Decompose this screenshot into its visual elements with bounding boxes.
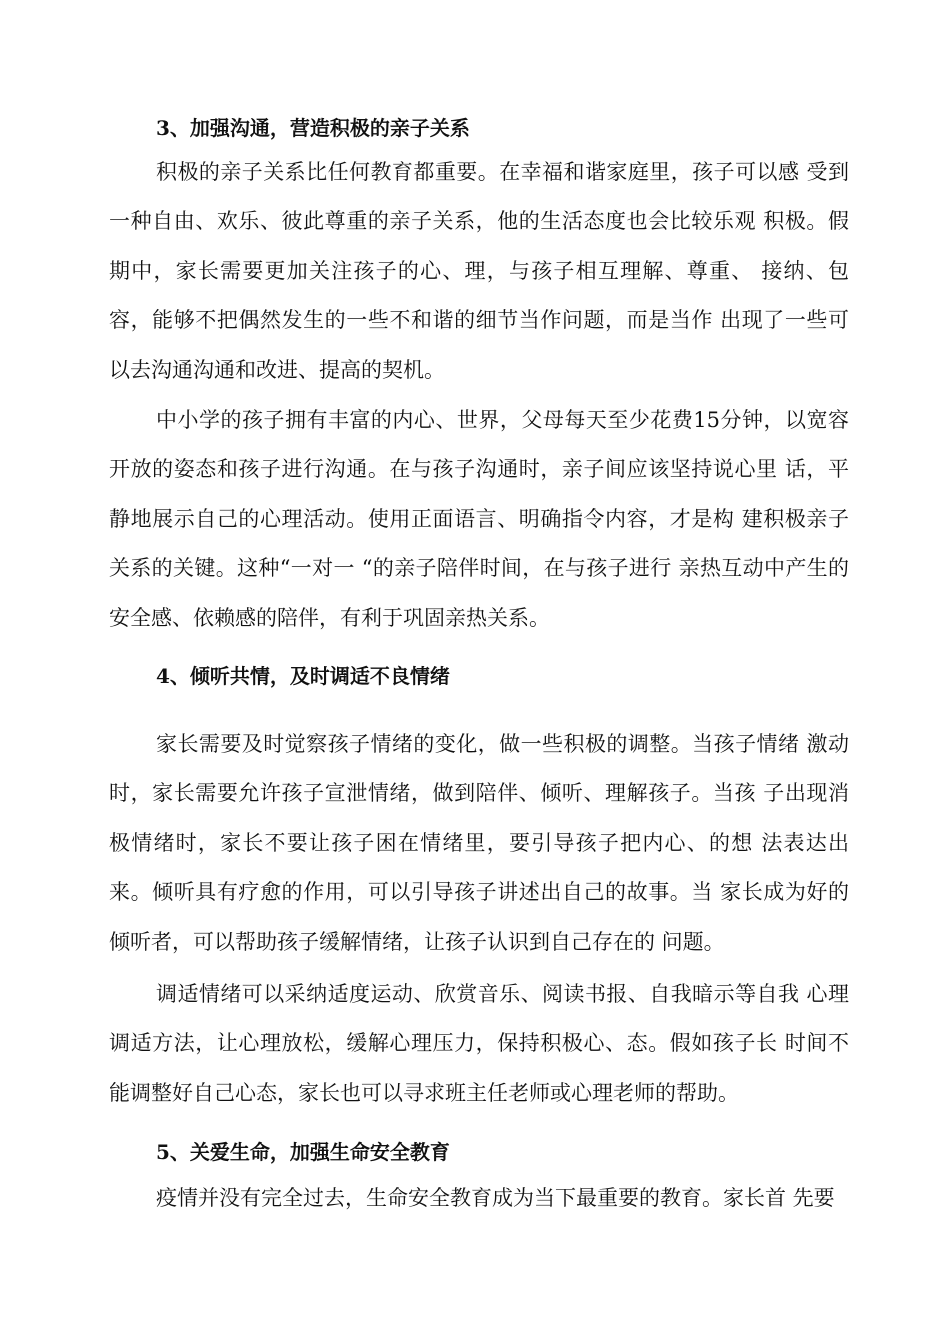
section-heading: 4、倾听共情，及时调适不良情绪 — [156, 664, 450, 688]
paragraph: 家长需要及时觉察孩子情绪的变化，做一些积极的调整。当孩子情绪 激动时，家长需要允许孩子宣泄情绪，做到陪伴、倾听、理解孩子。当孩 子出现消极情绪时，家长不要让孩子困在情绪里，要引导孩子把内心、的想 法表达出来。倾听具有疗愈的作用，可以引导孩子讲述出自己的故事。当 家长成为好的倾听者，可以帮助孩子缓解情绪，让孩子认识到自己存在的 问题。 — [109, 732, 849, 954]
paragraph: 疫情并没有完全过去，生命安全教育成为当下最重要的教育。家长首 先要 — [156, 1186, 835, 1210]
paragraph: 中小学的孩子拥有丰富的内心、世界，父母每天至少花费15分钟，以宽容开放的姿态和孩子进行沟通。在与孩子沟通时，亲子间应该坚持说心里 话，平静地展示自己的心理活动。使用正面语言、明确指令内容，才是构 建积极亲子关系的关键。这种“一对一 “的亲子陪伴时间，在与孩子进行 亲热互动中产生的安全感、依赖感的陪伴，有利于巩固亲热关系。 — [109, 408, 849, 630]
section-heading: 5、关爱生命，加强生命安全教育 — [156, 1140, 450, 1164]
section-heading: 3、加强沟通，营造积极的亲子关系 — [156, 116, 470, 140]
paragraph: 调适情绪可以采纳适度运动、欣赏音乐、阅读书报、自我暗示等自我 心理调适方法，让心理放松，缓解心理压力，保持积极心、态。假如孩子长 时间不能调整好自己心态，家长也可以寻求班主任老师或心理老师的帮助。 — [109, 982, 849, 1105]
paragraph: 积极的亲子关系比任何教育都重要。在幸福和谐家庭里，孩子可以感 受到一种自由、欢乐、彼此尊重的亲子关系，他的生活态度也会比较乐观 积极。假期中，家长需要更加关注孩子的心、理，与孩子相互理解、尊重、 接纳、包容，能够不把偶然发生的一些不和谐的细节当作问题，而是当作 出现了一些可以去沟通沟通和改进、提高的契机。 — [109, 160, 849, 382]
